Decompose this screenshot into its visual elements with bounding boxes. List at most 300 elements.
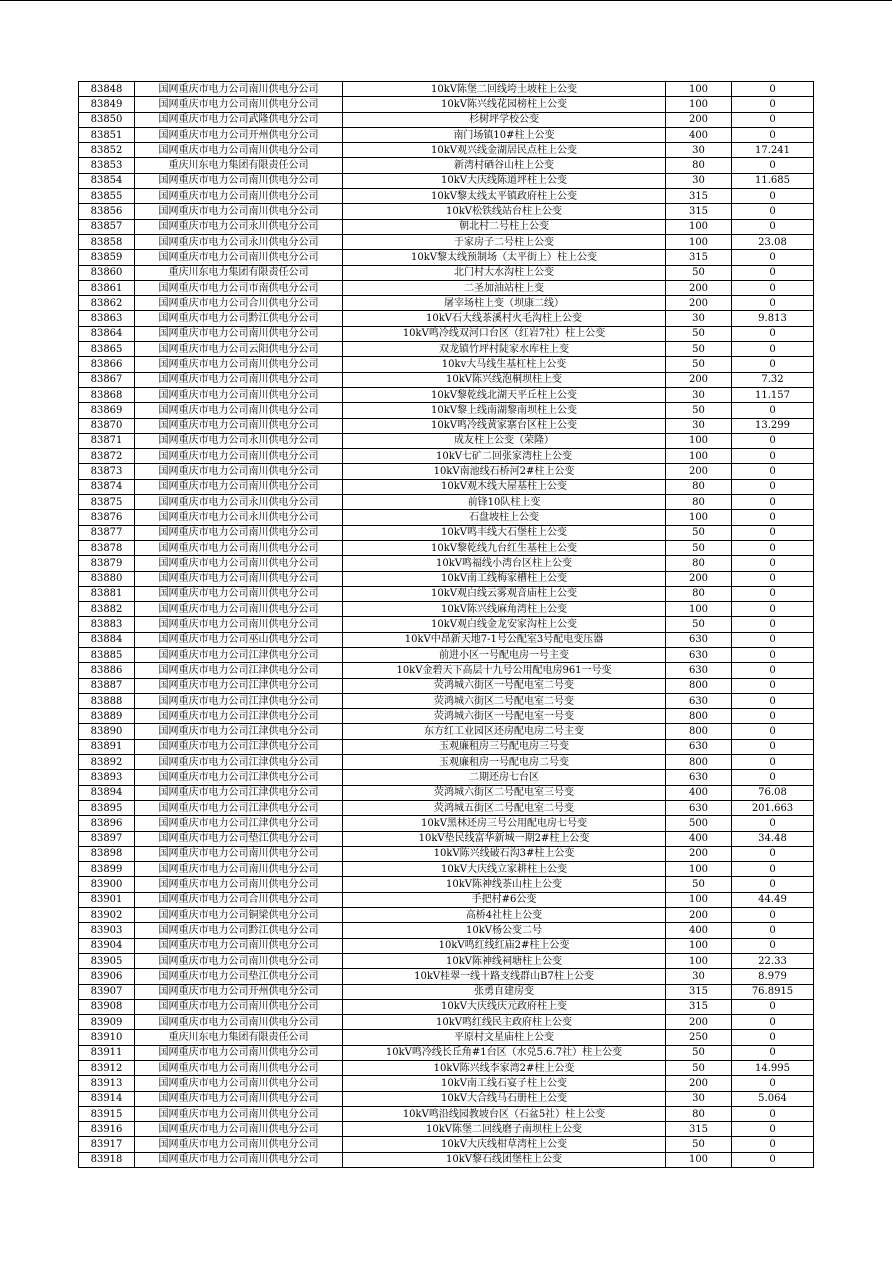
value-cell: 0 <box>732 938 814 953</box>
company-cell: 国网重庆市电力公司南川供电分公司 <box>135 999 343 1014</box>
capacity-cell: 800 <box>666 678 732 693</box>
capacity-cell: 100 <box>666 82 732 97</box>
capacity-cell: 630 <box>666 739 732 754</box>
company-cell: 国网重庆市电力公司垫江供电分公司 <box>135 831 343 846</box>
value-cell: 0 <box>732 280 814 295</box>
company-cell: 国网重庆市电力公司垫江供电分公司 <box>135 969 343 984</box>
value-cell: 14.995 <box>732 1061 814 1076</box>
company-cell: 国网重庆市电力公司南川供电分公司 <box>135 418 343 433</box>
value-cell: 0 <box>732 632 814 647</box>
table-row <box>79 510 814 525</box>
capacity-cell: 200 <box>666 296 732 311</box>
company-cell: 国网重庆市电力公司南川供电分公司 <box>135 846 343 861</box>
capacity-cell: 400 <box>666 831 732 846</box>
transformer-name-cell: 10kV黎上线南湖黎南坝柱上公变 <box>343 403 666 418</box>
company-cell: 国网重庆市电力公司江津供电分公司 <box>135 739 343 754</box>
transformer-name-cell: 新湾村硒谷山柱上公变 <box>343 158 666 173</box>
transformer-name-cell: 10kV观兴线金湖居民点柱上公变 <box>343 143 666 158</box>
table-row <box>79 663 814 678</box>
row-id-cell: 83888 <box>79 693 135 708</box>
transformer-name-cell: 平原村文星庙柱上公变 <box>343 1030 666 1045</box>
table-row <box>79 173 814 188</box>
capacity-cell: 800 <box>666 709 732 724</box>
capacity-cell: 30 <box>666 387 732 402</box>
row-id-cell: 83887 <box>79 678 135 693</box>
transformer-name-cell: 10kV鸣丰线大石堡柱上公变 <box>343 525 666 540</box>
company-cell: 国网重庆市电力公司江津供电分公司 <box>135 755 343 770</box>
company-cell: 国网重庆市电力公司云阳供电分公司 <box>135 342 343 357</box>
capacity-cell: 200 <box>666 1076 732 1091</box>
company-cell: 重庆川东电力集团有限责任公司 <box>135 1030 343 1045</box>
table-row <box>79 265 814 280</box>
table-row <box>79 387 814 402</box>
table-row <box>79 311 814 326</box>
row-id-cell: 83875 <box>79 495 135 510</box>
value-cell: 0 <box>732 862 814 877</box>
capacity-cell: 30 <box>666 969 732 984</box>
value-cell: 0 <box>732 464 814 479</box>
table-row <box>79 877 814 892</box>
value-cell: 0 <box>732 693 814 708</box>
row-id-cell: 83868 <box>79 387 135 402</box>
table-row <box>79 785 814 800</box>
transformer-name-cell: 10kV观木线大屋基柱上公变 <box>343 479 666 494</box>
row-id-cell: 83865 <box>79 342 135 357</box>
table-row <box>79 892 814 907</box>
value-cell: 0 <box>732 999 814 1014</box>
row-id-cell: 83898 <box>79 846 135 861</box>
capacity-cell: 500 <box>666 816 732 831</box>
transformer-name-cell: 石盘坡柱上公变 <box>343 510 666 525</box>
capacity-cell: 100 <box>666 219 732 234</box>
value-cell: 22.33 <box>732 953 814 968</box>
row-id-cell: 83908 <box>79 999 135 1014</box>
table-row <box>79 280 814 295</box>
row-id-cell: 83849 <box>79 97 135 112</box>
value-cell: 76.8915 <box>732 984 814 999</box>
row-id-cell: 83860 <box>79 265 135 280</box>
row-id-cell: 83890 <box>79 724 135 739</box>
capacity-cell: 80 <box>666 1106 732 1121</box>
capacity-cell: 50 <box>666 1137 732 1152</box>
transformer-name-cell: 东方红工业园区还房配电房二号主变 <box>343 724 666 739</box>
value-cell: 0 <box>732 1106 814 1121</box>
company-cell: 国网重庆市电力公司南川供电分公司 <box>135 403 343 418</box>
company-cell: 重庆川东电力集团有限责任公司 <box>135 265 343 280</box>
transformer-name-cell: 10kV陈堡二回线磨子南坝柱上公变 <box>343 1122 666 1137</box>
transformer-name-cell: 荧鸿城六街区一号配电室一号变 <box>343 709 666 724</box>
table-row <box>79 938 814 953</box>
table-row <box>79 556 814 571</box>
transformer-table <box>78 81 814 1168</box>
company-cell: 国网重庆市电力公司南川供电分公司 <box>135 479 343 494</box>
transformer-name-cell: 10kV陈神线茶山柱上公变 <box>343 877 666 892</box>
table-row <box>79 800 814 815</box>
row-id-cell: 83866 <box>79 357 135 372</box>
value-cell: 0 <box>732 219 814 234</box>
capacity-cell: 200 <box>666 464 732 479</box>
transformer-name-cell: 玉观廉租房一号配电房二号变 <box>343 755 666 770</box>
company-cell: 国网重庆市电力公司南川供电分公司 <box>135 586 343 601</box>
transformer-name-cell: 10kV大庆线陈道坪柱上公变 <box>343 173 666 188</box>
capacity-cell: 50 <box>666 617 732 632</box>
value-cell: 0 <box>732 525 814 540</box>
capacity-cell: 80 <box>666 479 732 494</box>
capacity-cell: 630 <box>666 663 732 678</box>
value-cell: 0 <box>732 510 814 525</box>
transformer-name-cell: 10kV陈神线祠塘柱上公变 <box>343 953 666 968</box>
company-cell: 国网重庆市电力公司南川供电分公司 <box>135 1076 343 1091</box>
transformer-name-cell: 10kV南工线梅家槽柱上公变 <box>343 571 666 586</box>
company-cell: 国网重庆市电力公司江津供电分公司 <box>135 663 343 678</box>
capacity-cell: 100 <box>666 234 732 249</box>
transformer-name-cell: 于家房子二号柱上公变 <box>343 234 666 249</box>
company-cell: 国网重庆市电力公司巫山供电分公司 <box>135 632 343 647</box>
transformer-name-cell: 南门场镇10#柱上公变 <box>343 127 666 142</box>
transformer-name-cell: 10kV黎乾线九台红生基柱上公变 <box>343 540 666 555</box>
capacity-cell: 315 <box>666 984 732 999</box>
table-row <box>79 908 814 923</box>
value-cell: 5.064 <box>732 1091 814 1106</box>
table-row <box>79 127 814 142</box>
value-cell: 0 <box>732 663 814 678</box>
value-cell: 0 <box>732 1045 814 1060</box>
company-cell: 国网重庆市电力公司南川供电分公司 <box>135 1045 343 1060</box>
company-cell: 国网重庆市电力公司南川供电分公司 <box>135 1137 343 1152</box>
row-id-cell: 83903 <box>79 923 135 938</box>
company-cell: 国网重庆市电力公司南川供电分公司 <box>135 1122 343 1137</box>
table-row <box>79 342 814 357</box>
transformer-name-cell: 10kV陈兴线破石沟3#柱上公变 <box>343 846 666 861</box>
row-id-cell: 83861 <box>79 280 135 295</box>
capacity-cell: 400 <box>666 785 732 800</box>
row-id-cell: 83885 <box>79 647 135 662</box>
capacity-cell: 100 <box>666 449 732 464</box>
transformer-name-cell: 10kV黑林还房三号公用配电房七号变 <box>343 816 666 831</box>
capacity-cell: 200 <box>666 1015 732 1030</box>
capacity-cell: 50 <box>666 326 732 341</box>
transformer-name-cell: 10kV松铁线站台柱上公变 <box>343 204 666 219</box>
capacity-cell: 50 <box>666 342 732 357</box>
capacity-cell: 80 <box>666 495 732 510</box>
page-top-border <box>0 0 892 1</box>
table-row <box>79 433 814 448</box>
company-cell: 国网重庆市电力公司市南供电分公司 <box>135 280 343 295</box>
capacity-cell: 80 <box>666 586 732 601</box>
row-id-cell: 83911 <box>79 1045 135 1060</box>
row-id-cell: 83856 <box>79 204 135 219</box>
table-row <box>79 1122 814 1137</box>
value-cell: 0 <box>732 1137 814 1152</box>
value-cell: 23.08 <box>732 234 814 249</box>
transformer-name-cell: 10kV鸣冷线双河口台区（红岩7社）柱上公变 <box>343 326 666 341</box>
table-row <box>79 755 814 770</box>
table-row <box>79 953 814 968</box>
capacity-cell: 100 <box>666 510 732 525</box>
row-id-cell: 83862 <box>79 296 135 311</box>
value-cell: 0 <box>732 158 814 173</box>
transformer-name-cell: 10kV七矿二回张家湾柱上公变 <box>343 449 666 464</box>
row-id-cell: 83914 <box>79 1091 135 1106</box>
capacity-cell: 100 <box>666 938 732 953</box>
table-row <box>79 831 814 846</box>
transformer-name-cell: 张勇自建房变 <box>343 984 666 999</box>
row-id-cell: 83902 <box>79 908 135 923</box>
value-cell: 0 <box>732 250 814 265</box>
transformer-name-cell: 10kV大庆线庆元政府柱上变 <box>343 999 666 1014</box>
value-cell: 0 <box>732 540 814 555</box>
value-cell: 9.813 <box>732 311 814 326</box>
row-id-cell: 83910 <box>79 1030 135 1045</box>
transformer-name-cell: 玉观廉租房三号配电房三号变 <box>343 739 666 754</box>
capacity-cell: 100 <box>666 892 732 907</box>
value-cell: 0 <box>732 739 814 754</box>
capacity-cell: 30 <box>666 143 732 158</box>
row-id-cell: 83853 <box>79 158 135 173</box>
value-cell: 0 <box>732 586 814 601</box>
row-id-cell: 83858 <box>79 234 135 249</box>
row-id-cell: 83917 <box>79 1137 135 1152</box>
table-row <box>79 739 814 754</box>
transformer-name-cell: 二期还房七台区 <box>343 770 666 785</box>
transformer-name-cell: 成友柱上公变（荣隆） <box>343 433 666 448</box>
company-cell: 国网重庆市电力公司开州供电分公司 <box>135 127 343 142</box>
table-row <box>79 1015 814 1030</box>
row-id-cell: 83877 <box>79 525 135 540</box>
value-cell: 76.08 <box>732 785 814 800</box>
table-row <box>79 1030 814 1045</box>
company-cell: 国网重庆市电力公司江津供电分公司 <box>135 724 343 739</box>
table-row <box>79 846 814 861</box>
row-id-cell: 83901 <box>79 892 135 907</box>
table-row <box>79 357 814 372</box>
row-id-cell: 83895 <box>79 800 135 815</box>
value-cell: 8.979 <box>732 969 814 984</box>
company-cell: 国网重庆市电力公司南川供电分公司 <box>135 953 343 968</box>
transformer-name-cell: 朝北村二号柱上公变 <box>343 219 666 234</box>
company-cell: 国网重庆市电力公司合川供电分公司 <box>135 892 343 907</box>
table-row <box>79 250 814 265</box>
transformer-name-cell: 二圣加油站柱上变 <box>343 280 666 295</box>
company-cell: 国网重庆市电力公司开州供电分公司 <box>135 984 343 999</box>
table-row <box>79 724 814 739</box>
value-cell: 0 <box>732 846 814 861</box>
capacity-cell: 200 <box>666 372 732 387</box>
company-cell: 国网重庆市电力公司南川供电分公司 <box>135 540 343 555</box>
transformer-name-cell: 10kV大庆线立家耕柱上公变 <box>343 862 666 877</box>
company-cell: 国网重庆市电力公司黔江供电分公司 <box>135 923 343 938</box>
capacity-cell: 100 <box>666 953 732 968</box>
company-cell: 国网重庆市电力公司江津供电分公司 <box>135 693 343 708</box>
company-cell: 国网重庆市电力公司南川供电分公司 <box>135 449 343 464</box>
capacity-cell: 200 <box>666 908 732 923</box>
company-cell: 国网重庆市电力公司南川供电分公司 <box>135 1152 343 1167</box>
value-cell: 11.685 <box>732 173 814 188</box>
value-cell: 13.299 <box>732 418 814 433</box>
row-id-cell: 83879 <box>79 556 135 571</box>
transformer-name-cell: 10kv大马线生基杠柱上公变 <box>343 357 666 372</box>
table-row <box>79 1137 814 1152</box>
row-id-cell: 83884 <box>79 632 135 647</box>
table-row <box>79 372 814 387</box>
company-cell: 国网重庆市电力公司江津供电分公司 <box>135 785 343 800</box>
table-row <box>79 97 814 112</box>
company-cell: 国网重庆市电力公司南川供电分公司 <box>135 602 343 617</box>
company-cell: 国网重庆市电力公司南川供电分公司 <box>135 525 343 540</box>
capacity-cell: 800 <box>666 724 732 739</box>
company-cell: 国网重庆市电力公司南川供电分公司 <box>135 357 343 372</box>
value-cell: 0 <box>732 433 814 448</box>
capacity-cell: 630 <box>666 632 732 647</box>
value-cell: 0 <box>732 1076 814 1091</box>
table-row <box>79 693 814 708</box>
table-row <box>79 923 814 938</box>
company-cell: 国网重庆市电力公司南川供电分公司 <box>135 571 343 586</box>
transformer-name-cell: 10kV鸣红线民主政府柱上公变 <box>343 1015 666 1030</box>
capacity-cell: 200 <box>666 571 732 586</box>
company-cell: 国网重庆市电力公司南川供电分公司 <box>135 464 343 479</box>
company-cell: 国网重庆市电力公司永川供电分公司 <box>135 219 343 234</box>
row-id-cell: 83859 <box>79 250 135 265</box>
transformer-name-cell: 手把村#6公变 <box>343 892 666 907</box>
table-row <box>79 1076 814 1091</box>
value-cell: 0 <box>732 403 814 418</box>
value-cell: 0 <box>732 82 814 97</box>
row-id-cell: 83893 <box>79 770 135 785</box>
value-cell: 0 <box>732 112 814 127</box>
row-id-cell: 83857 <box>79 219 135 234</box>
row-id-cell: 83897 <box>79 831 135 846</box>
value-cell: 0 <box>732 296 814 311</box>
value-cell: 0 <box>732 709 814 724</box>
capacity-cell: 400 <box>666 923 732 938</box>
table-row <box>79 82 814 97</box>
company-cell: 国网重庆市电力公司南川供电分公司 <box>135 250 343 265</box>
company-cell: 国网重庆市电力公司铜梁供电分公司 <box>135 908 343 923</box>
transformer-name-cell: 10kV陈堡二回线垮土坡柱上公变 <box>343 82 666 97</box>
transformer-name-cell: 10kV鸣冷线黄家寨台区柱上公变 <box>343 418 666 433</box>
transformer-name-cell: 10kV大合线马石册柱上公变 <box>343 1091 666 1106</box>
table-row <box>79 571 814 586</box>
transformer-name-cell: 高桥4社柱上公变 <box>343 908 666 923</box>
transformer-name-cell: 10kV黎石线团堡柱上公变 <box>343 1152 666 1167</box>
transformer-name-cell: 10kV观白线云雾观音庙柱上公变 <box>343 586 666 601</box>
company-cell: 国网重庆市电力公司南川供电分公司 <box>135 617 343 632</box>
company-cell: 国网重庆市电力公司永川供电分公司 <box>135 495 343 510</box>
transformer-name-cell: 10kV杨公变二号 <box>343 923 666 938</box>
company-cell: 国网重庆市电力公司南川供电分公司 <box>135 1061 343 1076</box>
row-id-cell: 83904 <box>79 938 135 953</box>
transformer-name-cell: 10kV陈兴线花园榜柱上公变 <box>343 97 666 112</box>
transformer-name-cell: 10kV黎太线太平镇政府柱上公变 <box>343 189 666 204</box>
company-cell: 国网重庆市电力公司南川供电分公司 <box>135 204 343 219</box>
company-cell: 重庆川东电力集团有限责任公司 <box>135 158 343 173</box>
capacity-cell: 315 <box>666 999 732 1014</box>
row-id-cell: 83864 <box>79 326 135 341</box>
company-cell: 国网重庆市电力公司南川供电分公司 <box>135 173 343 188</box>
value-cell: 0 <box>732 97 814 112</box>
row-id-cell: 83876 <box>79 510 135 525</box>
value-cell: 0 <box>732 189 814 204</box>
row-id-cell: 83894 <box>79 785 135 800</box>
company-cell: 国网重庆市电力公司江津供电分公司 <box>135 816 343 831</box>
table-row <box>79 1106 814 1121</box>
transformer-name-cell: 10kV陈兴线麻角湾柱上公变 <box>343 602 666 617</box>
value-cell: 44.49 <box>732 892 814 907</box>
transformer-name-cell: 前锋10队柱上变 <box>343 495 666 510</box>
row-id-cell: 83892 <box>79 755 135 770</box>
value-cell: 0 <box>732 326 814 341</box>
row-id-cell: 83871 <box>79 433 135 448</box>
row-id-cell: 83852 <box>79 143 135 158</box>
capacity-cell: 630 <box>666 647 732 662</box>
value-cell: 0 <box>732 816 814 831</box>
capacity-cell: 200 <box>666 280 732 295</box>
capacity-cell: 50 <box>666 357 732 372</box>
capacity-cell: 630 <box>666 693 732 708</box>
company-cell: 国网重庆市电力公司南川供电分公司 <box>135 82 343 97</box>
value-cell: 0 <box>732 908 814 923</box>
row-id-cell: 83889 <box>79 709 135 724</box>
transformer-name-cell: 10kV陈兴线李家湾2#柱上公变 <box>343 1061 666 1076</box>
row-id-cell: 83916 <box>79 1122 135 1137</box>
company-cell: 国网重庆市电力公司武隆供电分公司 <box>135 112 343 127</box>
transformer-name-cell: 10kV陈兴线泡桐坝柱上变 <box>343 372 666 387</box>
transformer-name-cell: 屠宰场柱上变（坝康二线） <box>343 296 666 311</box>
capacity-cell: 50 <box>666 265 732 280</box>
row-id-cell: 83854 <box>79 173 135 188</box>
row-id-cell: 83882 <box>79 602 135 617</box>
value-cell: 11.157 <box>732 387 814 402</box>
row-id-cell: 83907 <box>79 984 135 999</box>
row-id-cell: 83848 <box>79 82 135 97</box>
value-cell: 0 <box>732 1015 814 1030</box>
value-cell: 0 <box>732 479 814 494</box>
capacity-cell: 250 <box>666 1030 732 1045</box>
capacity-cell: 50 <box>666 1045 732 1060</box>
company-cell: 国网重庆市电力公司南川供电分公司 <box>135 1015 343 1030</box>
table-row <box>79 418 814 433</box>
company-cell: 国网重庆市电力公司江津供电分公司 <box>135 709 343 724</box>
transformer-name-cell: 10kV南工线石宴子柱上公变 <box>343 1076 666 1091</box>
row-id-cell: 83850 <box>79 112 135 127</box>
row-id-cell: 83883 <box>79 617 135 632</box>
table-row <box>79 862 814 877</box>
table-row <box>79 984 814 999</box>
table-row <box>79 1091 814 1106</box>
row-id-cell: 83869 <box>79 403 135 418</box>
row-id-cell: 83912 <box>79 1061 135 1076</box>
capacity-cell: 200 <box>666 112 732 127</box>
row-id-cell: 83909 <box>79 1015 135 1030</box>
capacity-cell: 400 <box>666 127 732 142</box>
capacity-cell: 50 <box>666 877 732 892</box>
row-id-cell: 83900 <box>79 877 135 892</box>
value-cell: 0 <box>732 724 814 739</box>
capacity-cell: 100 <box>666 433 732 448</box>
value-cell: 17.241 <box>732 143 814 158</box>
transformer-name-cell: 10kV鸣冷线长丘角#1台区（水兑5.6.7社）柱上公变 <box>343 1045 666 1060</box>
transformer-name-cell: 10kV鸣沿线园教坡台区（石盆5社）柱上公变 <box>343 1106 666 1121</box>
transformer-name-cell: 10kV南池线石桥河2#柱上公变 <box>343 464 666 479</box>
value-cell: 0 <box>732 204 814 219</box>
capacity-cell: 100 <box>666 602 732 617</box>
company-cell: 国网重庆市电力公司南川供电分公司 <box>135 877 343 892</box>
value-cell: 0 <box>732 357 814 372</box>
row-id-cell: 83863 <box>79 311 135 326</box>
table-row <box>79 1061 814 1076</box>
table-row <box>79 495 814 510</box>
